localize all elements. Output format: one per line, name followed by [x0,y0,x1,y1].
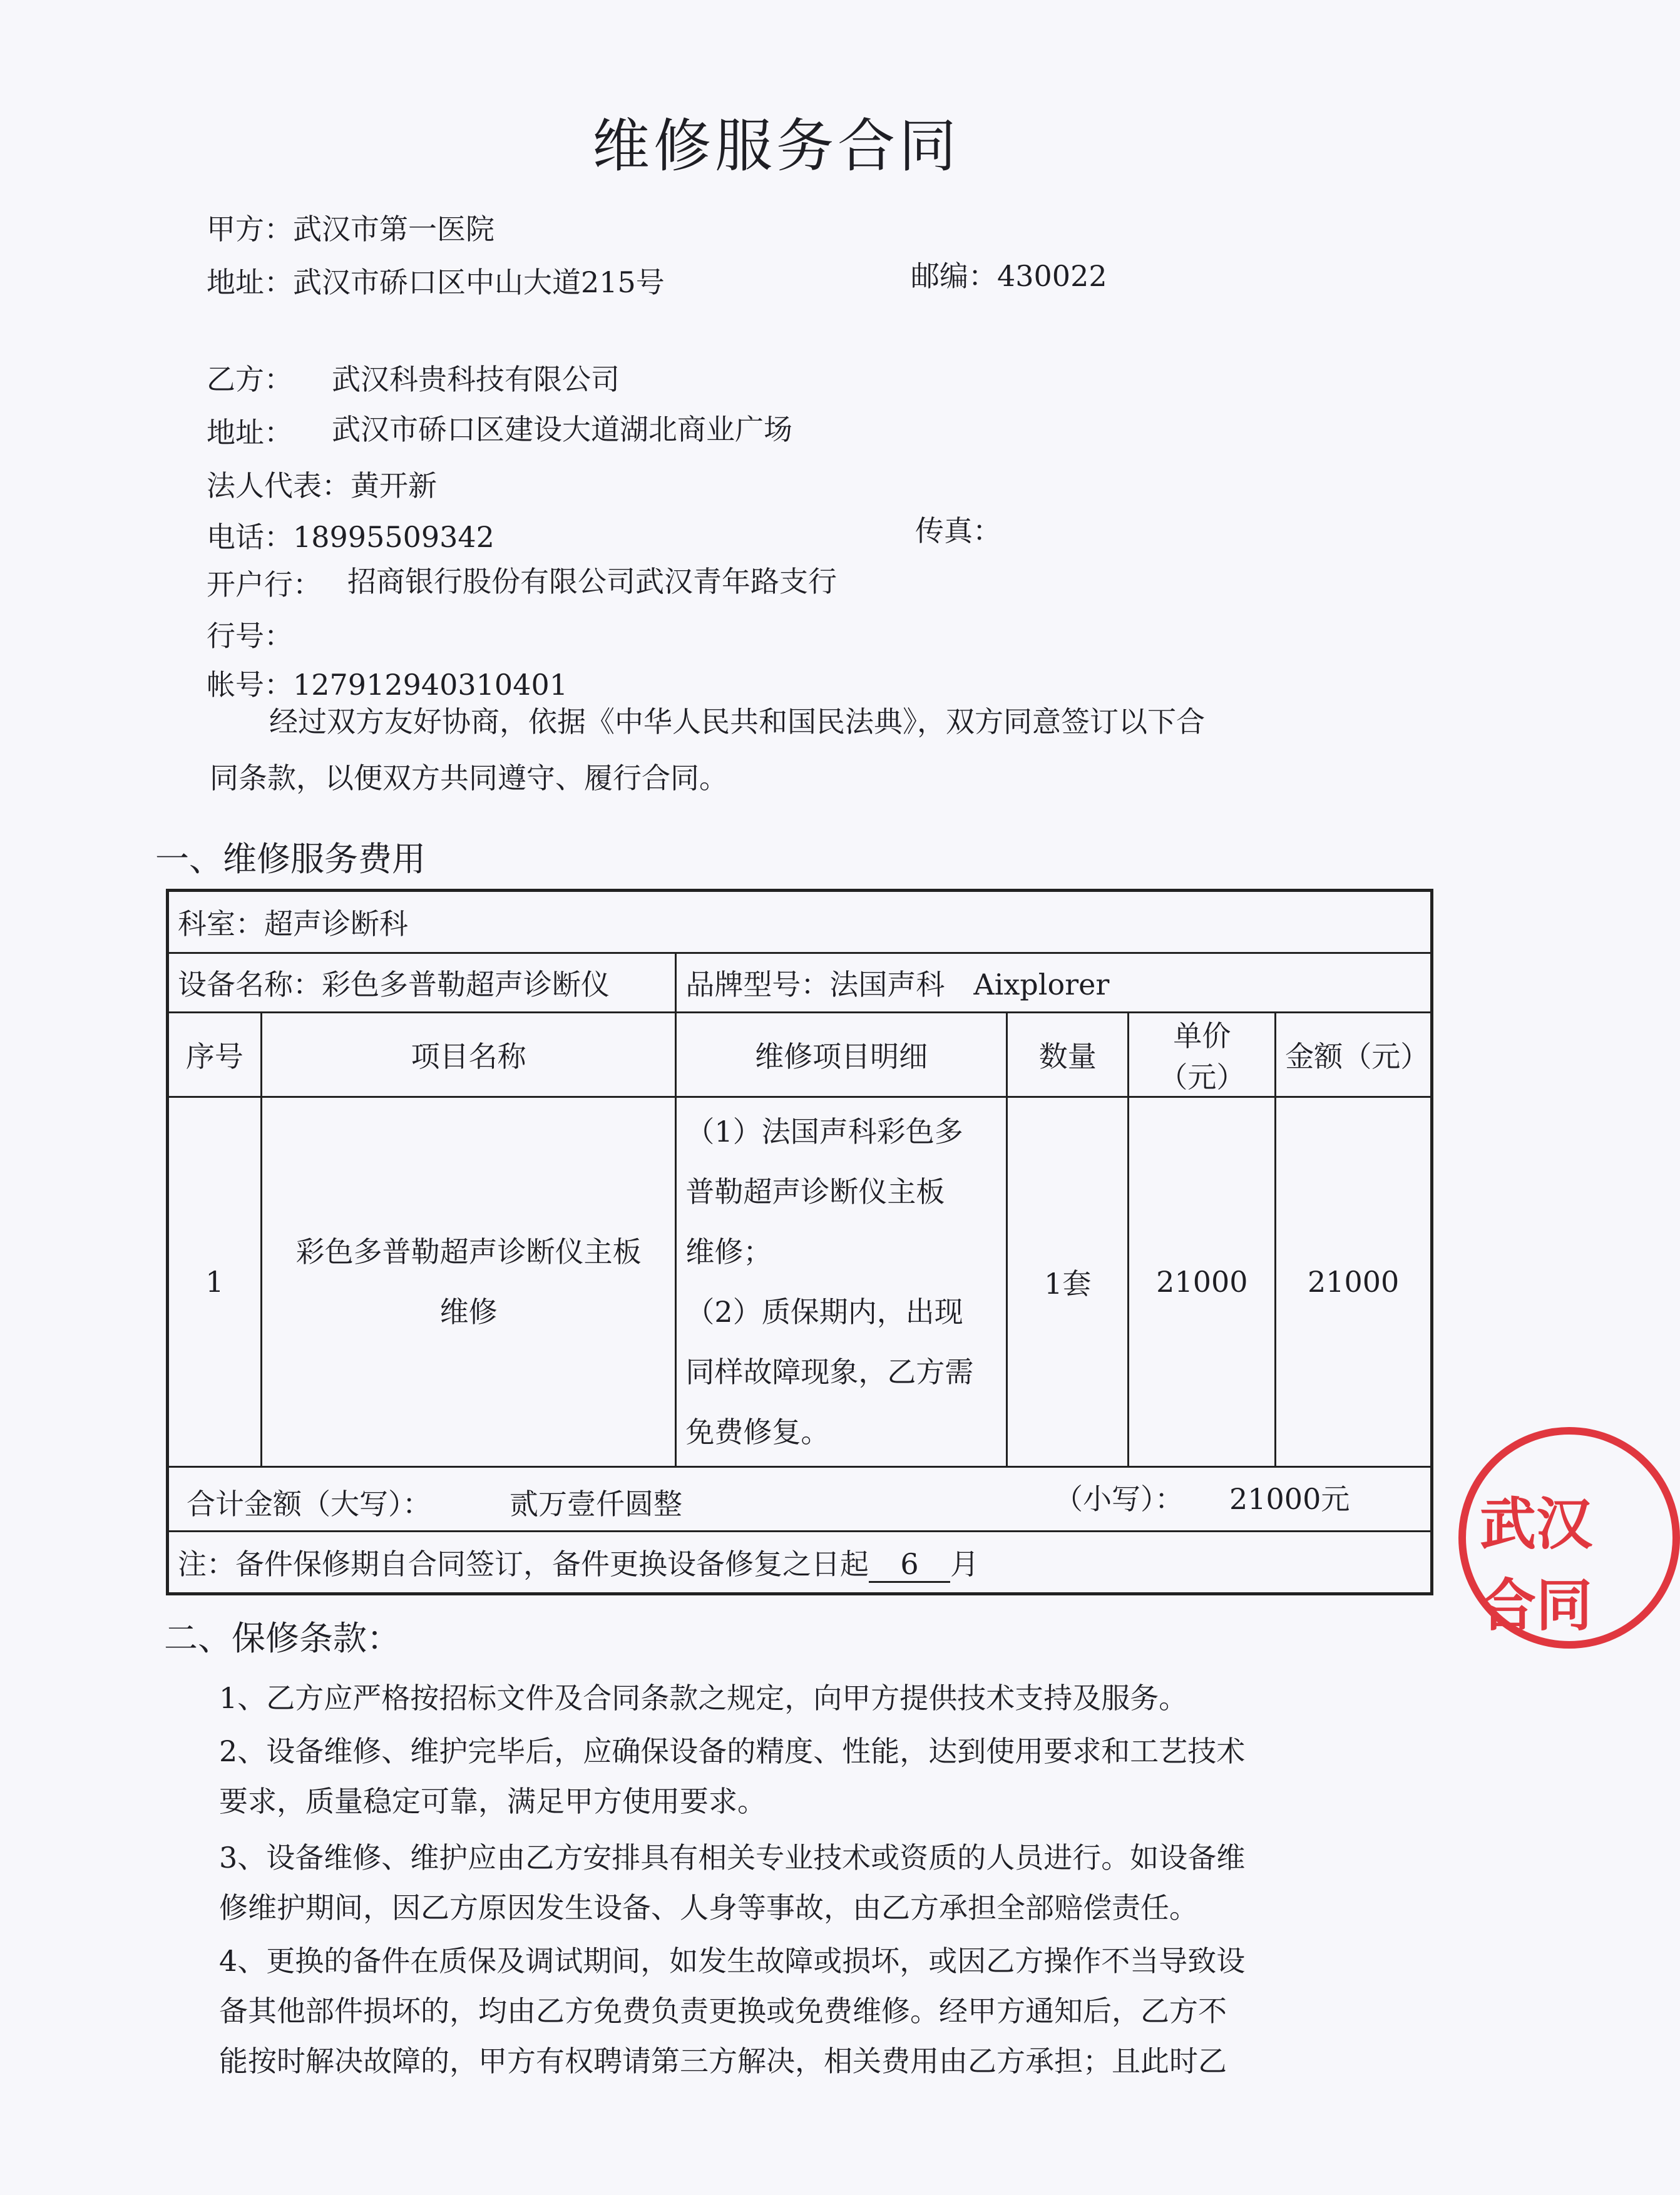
header-amount: 金额（元） [1276,1013,1432,1097]
row-item-line-1: 彩色多普勒超声诊断仪主板 [295,1235,642,1269]
party-b-address-label: 地址： [207,416,293,449]
party-a-name: 甲方：武汉市第一医院 [207,212,494,246]
phone: 电话：18995509342 [207,520,494,554]
row-amount: 21000 [1276,1097,1432,1467]
fee-table [166,889,1433,1595]
total-upper-label: 合计金额（大写）： [187,1487,431,1521]
clause-line: 1、乙方应严格按招标文件及合同条款之规定，向甲方提供技术支持及服务。 [219,1681,1188,1715]
total-lower-label: （小写）： [1054,1482,1184,1516]
intro-line-1: 经过双方友好协商，依据《中华人民共和国民法典》，双方同意签订以下合 [269,705,1205,739]
section-1-title: 一、维修服务费用 [155,839,426,879]
total-row [168,1467,1432,1532]
legal-representative: 法人代表：黄开新 [207,469,437,503]
note-suffix: 月 [950,1547,979,1581]
bank-number: 行号： [207,619,293,653]
clause-line: 修维护期间，因乙方原因发生设备、人身等事故，由乙方承担全部赔偿责任。 [219,1891,1198,1925]
total-lower: 21000元 [1229,1482,1350,1516]
detail-line: （1）法国声科彩色多 [685,1115,963,1149]
header-no: 序号 [168,1013,262,1097]
department: 科室：超声诊断科 [168,891,1432,953]
detail-line: 维修； [685,1235,772,1269]
header-item: 项目名称 [261,1013,676,1097]
party-a-address: 地址：武汉市硚口区中山大道215号 [207,265,665,299]
header-row [168,1013,1432,1097]
clause-line: 备其他部件损坏的，均由乙方免费负责更换或免费维修。经甲方通知后，乙方不 [219,1994,1227,2028]
bank-label: 开户行： [207,568,322,601]
page-title: 维修服务合同 [592,113,960,180]
device-row [168,953,1432,1013]
party-a-postcode: 邮编：430022 [911,259,1107,293]
account-number: 帐号：127912940310401 [207,668,568,702]
clause-line: 4、更换的备件在质保及调试期间，如发生故障或损坏，或因乙方操作不当导致设 [219,1944,1246,1978]
party-b-label: 乙方： [207,362,293,396]
clause-line: 能按时解决故障的，甲方有权聘请第三方解决，相关费用由乙方承担；且此时乙 [219,2044,1227,2078]
header-unit-price: 单价（元） [1129,1013,1276,1097]
brand-model: 品牌型号：法国声科 Aixplorer [676,953,1432,1013]
row-detail [676,1097,1007,1467]
seal-text-bottom: 合同 [1480,1572,1592,1639]
detail-line: 同样故障现象，乙方需 [685,1355,974,1389]
bank-name: 招商银行股份有限公司武汉青年路支行 [347,565,837,598]
department-row [168,891,1432,953]
clause-line: 3、设备维修、维护应由乙方安排具有相关专业技术或资质的人员进行。如设备维 [219,1841,1246,1875]
table-row [168,1097,1432,1467]
section-2-title: 二、保修条款： [164,1619,401,1658]
detail-line: 普勒超声诊断仪主板 [685,1175,945,1209]
row-no: 1 [168,1097,262,1467]
row-item-line-2: 维修 [439,1295,498,1329]
clause-line: 2、设备维修、维护完毕后，应确保设备的精度、性能，达到使用要求和工艺技术 [219,1734,1246,1768]
total-upper: 贰万壹仟圆整 [510,1487,682,1521]
fax: 传真： [915,514,1001,548]
note-prefix: 注：备件保修期自合同签订，备件更换设备修复之日起 [178,1547,869,1581]
intro-line-2: 同条款，以便双方共同遵守、履行合同。 [210,761,728,795]
header-qty: 数量 [1006,1013,1129,1097]
company-seal [1458,1427,1680,1649]
note-row [168,1532,1432,1594]
party-b-address: 武汉市硚口区建设大道湖北商业广场 [332,412,792,446]
note-cell [168,1532,1432,1594]
total-cell [168,1467,1432,1532]
detail-line: （2）质保期内，出现 [685,1295,963,1329]
seal-text-top: 武汉 [1480,1491,1592,1557]
row-unit-price: 21000 [1129,1097,1276,1467]
row-item [261,1097,676,1467]
row-qty: 1套 [1006,1097,1129,1467]
party-b-name: 武汉科贵科技有限公司 [332,362,620,396]
header-detail: 维修项目明细 [676,1013,1007,1097]
detail-line: 免费修复。 [685,1415,830,1449]
note-months: 6 [869,1547,950,1583]
device-name: 设备名称：彩色多普勒超声诊断仪 [168,953,676,1013]
clause-line: 要求，质量稳定可靠，满足甲方使用要求。 [219,1784,766,1818]
